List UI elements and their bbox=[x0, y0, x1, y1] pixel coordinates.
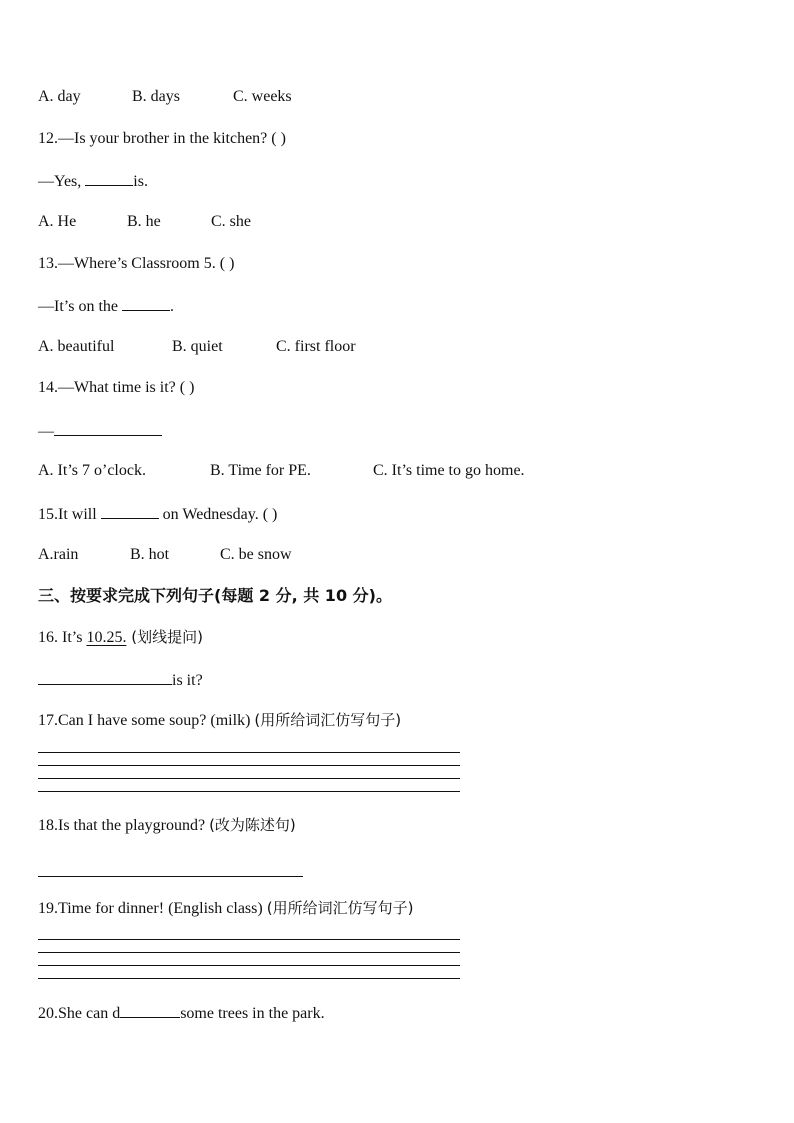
q16-underlined-time: 10.25. bbox=[86, 629, 127, 646]
q13-answer-prefix: —It’s on the bbox=[38, 298, 122, 315]
q14-answer-blank[interactable] bbox=[54, 420, 162, 436]
q13-answer-suffix: . bbox=[170, 298, 174, 315]
q16-answer-blank[interactable] bbox=[38, 669, 172, 685]
q12-answer-prefix: —Yes, bbox=[38, 173, 86, 190]
section-3-heading: 三、按要求完成下列句子(每题 2 分, 共 10 分)。 bbox=[38, 586, 392, 605]
q12-answer bbox=[38, 170, 148, 190]
q14-question: 14.—What time is it? ( ) bbox=[38, 379, 195, 396]
q14-options bbox=[38, 461, 525, 481]
q17-english: 17.Can I have some soup? (milk) bbox=[38, 712, 255, 729]
q13-answer-blank[interactable] bbox=[122, 295, 170, 311]
q13-options bbox=[38, 337, 356, 357]
q14-answer bbox=[38, 420, 162, 440]
q12-answer-suffix: is. bbox=[133, 173, 148, 190]
q12-option-b: B. he bbox=[127, 213, 161, 230]
q13-option-a: A. beautiful bbox=[38, 338, 115, 355]
q19-instruction: (用所给词汇仿写句子) bbox=[266, 899, 414, 917]
q15-question bbox=[38, 503, 277, 523]
q13-option-b: B. quiet bbox=[172, 338, 223, 355]
q16-prefix: 16. It’s bbox=[38, 629, 87, 646]
q20-suffix: some trees in the park. bbox=[180, 1005, 325, 1022]
q19-writing-line-4[interactable] bbox=[38, 978, 460, 979]
q19-english: 19.Time for dinner! (English class) bbox=[38, 900, 267, 917]
q19-writing-line-2[interactable] bbox=[38, 952, 460, 953]
q12-options bbox=[38, 212, 251, 232]
q14-option-b: B. Time for PE. bbox=[210, 462, 311, 479]
q11-options bbox=[38, 87, 292, 107]
q13-option-c: C. first floor bbox=[276, 338, 356, 355]
q15-option-c: C. be snow bbox=[220, 546, 292, 563]
q17-writing-line-4[interactable] bbox=[38, 791, 460, 792]
q15-option-a: A.rain bbox=[38, 546, 79, 563]
q18-english: 18.Is that the playground? bbox=[38, 817, 210, 834]
q14-option-a: A. It’s 7 o’clock. bbox=[38, 462, 146, 479]
q12-question: 12.—Is your brother in the kitchen? ( ) bbox=[38, 130, 286, 147]
q14-option-c: C. It’s time to go home. bbox=[373, 462, 525, 479]
q17-writing-line-2[interactable] bbox=[38, 765, 460, 766]
q18-question bbox=[38, 815, 296, 835]
q17-writing-line-3[interactable] bbox=[38, 778, 460, 779]
q15-question-prefix: 15.It will bbox=[38, 506, 101, 523]
q12-option-c: C. she bbox=[211, 213, 251, 230]
q17-writing-line-1[interactable] bbox=[38, 752, 460, 753]
q19-writing-line-3[interactable] bbox=[38, 965, 460, 966]
q15-question-blank[interactable] bbox=[101, 503, 159, 519]
q16-question bbox=[38, 627, 203, 647]
q11-option-c: C. weeks bbox=[233, 88, 292, 105]
q17-instruction: (用所给词汇仿写句子) bbox=[254, 711, 402, 729]
q16-instruction: (划线提问) bbox=[126, 628, 203, 646]
q19-question bbox=[38, 898, 413, 918]
q16-answer bbox=[38, 669, 203, 689]
q18-answer-line[interactable] bbox=[38, 876, 303, 877]
q19-writing-line-1[interactable] bbox=[38, 939, 460, 940]
q16-answer-suffix: is it? bbox=[172, 672, 203, 689]
q13-answer bbox=[38, 295, 174, 315]
q13-question: 13.—Where’s Classroom 5. ( ) bbox=[38, 255, 235, 272]
q12-answer-blank[interactable] bbox=[85, 170, 133, 186]
q11-option-a: A. day bbox=[38, 88, 81, 105]
q17-question bbox=[38, 710, 401, 730]
q11-option-b: B. days bbox=[132, 88, 180, 105]
q12-option-a: A. He bbox=[38, 213, 77, 230]
q18-instruction: (改为陈述句) bbox=[209, 816, 296, 834]
q20-prefix: 20.She can d bbox=[38, 1005, 121, 1022]
q14-answer-prefix: — bbox=[38, 423, 54, 440]
q15-option-b: B. hot bbox=[130, 546, 170, 563]
q20-question bbox=[38, 1002, 325, 1022]
q15-options bbox=[38, 545, 292, 565]
q15-question-suffix: on Wednesday. ( ) bbox=[158, 506, 278, 523]
q20-blank[interactable] bbox=[120, 1002, 180, 1018]
